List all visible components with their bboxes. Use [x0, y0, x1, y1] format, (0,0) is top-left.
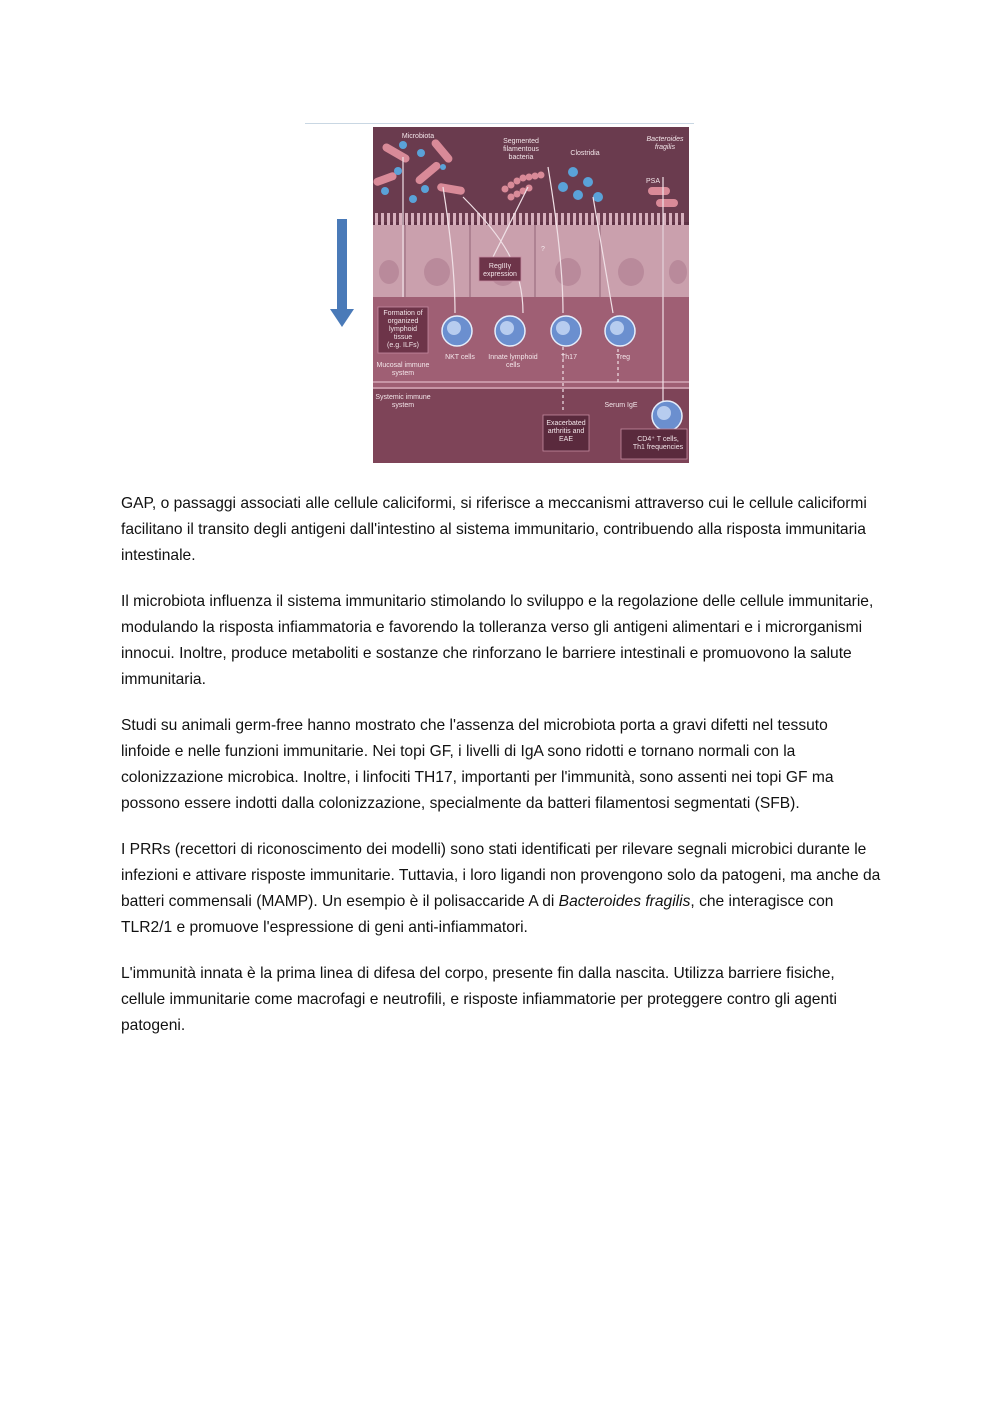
- label-mucosal-1: Mucosal immune: [376, 362, 430, 369]
- label-ilf-5: (e.g. ILFs): [387, 342, 419, 349]
- label-eae-3: EAE: [558, 436, 574, 443]
- label-mucosal-2: system: [391, 370, 415, 377]
- paragraph-prrs-part1: I PRRs (recettori di riconoscimento dei modelli) sono stati identificati per rilevare segnali microbici durante le infezioni e attivare risposte immunitarie. Tuttavia, i loro ligandi non provengono solo da patogeni, ma anche da batteri commensali (MAMP). Un esempio è il polisaccaride A di: [121, 841, 881, 910]
- down-arrow-icon: [330, 219, 354, 329]
- top-rule: [305, 123, 694, 124]
- label-regiii-1: RegIIIγ: [488, 263, 512, 270]
- label-cd4-1: CD4⁺ T cells,: [637, 436, 679, 443]
- label-bacteroides-1: Bacteroides: [646, 136, 684, 143]
- label-ilf-4: tissue: [393, 334, 413, 341]
- body-text: [121, 491, 881, 1059]
- label-nkt: NKT cells: [445, 354, 475, 361]
- paragraph-prrs: [121, 837, 881, 941]
- label-regiii-2: expression: [483, 271, 517, 278]
- label-ilf-3: lymphoid: [388, 326, 418, 333]
- label-eae-2: arthritis and: [547, 428, 585, 435]
- label-treg: Treg: [615, 354, 631, 361]
- label-microbiota: Microbiota: [401, 133, 435, 140]
- paragraph-gap: GAP, o passaggi associati alle cellule caliciformi, si riferisce a meccanismi attraverso cui le cellule caliciformi facilitano il transito degli antigeni dall'intestino al sistema immunitario, contribuendo alla risposta immunitaria intestinale.: [121, 495, 867, 564]
- label-th17: Th17: [561, 354, 577, 361]
- paragraph-prrs-part2: , che interagisce con TLR2/1 e promuove l'espressione di geni anti-infiammatori.: [121, 893, 834, 936]
- label-ilf-2: organized: [387, 318, 419, 325]
- label-bacteroides-2: fragilis: [654, 144, 676, 151]
- label-systemic-1: Systemic immune: [375, 394, 431, 401]
- label-cd4-2: Th1 frequencies: [632, 444, 684, 451]
- label-sfb-1: Segmented: [503, 138, 539, 145]
- label-psa: PSA: [645, 178, 661, 185]
- label-ilf-1: Formation of: [383, 310, 423, 317]
- label-systemic-2: system: [391, 402, 415, 409]
- label-serum-ige: Serum IgE: [604, 402, 638, 409]
- label-question: ?: [541, 246, 545, 253]
- label-sfb-2: filamentous: [503, 146, 539, 153]
- label-ilc-1: Innate lymphoid: [488, 354, 538, 361]
- paragraph-germ-free: Studi su animali germ-free hanno mostrato che l'assenza del microbiota porta a gravi difetti nel tessuto linfoide e nelle funzioni immunitarie. Nei topi GF, i livelli di IgA sono ridotti e tornano normali con la colonizzazione microbica. Inoltre, i linfociti TH17, importanti per l'immunità, sono assenti nei topi GF ma possono essere indotti dalla colonizzazione, specialmente da batteri filamentosi segmentati (SFB).: [121, 717, 834, 812]
- label-eae-1: Exacerbated: [546, 420, 586, 427]
- label-ilc-2: cells: [505, 362, 521, 369]
- paragraph-prrs-species: Bacteroides fragilis: [558, 893, 691, 910]
- microbiota-immune-figure: [373, 127, 689, 463]
- label-sfb-3: bacteria: [508, 154, 534, 161]
- paragraph-innate-immunity: L'immunità innata è la prima linea di difesa del corpo, presente fin dalla nascita. Utilizza barriere fisiche, cellule immunitarie come macrofagi e neutrofili, e risposte infiammatorie per proteggere contro gli agenti patogeni.: [121, 965, 837, 1034]
- label-clostridia: Clostridia: [570, 150, 600, 157]
- paragraph-microbiota: Il microbiota influenza il sistema immunitario stimolando lo sviluppo e la regolazione delle cellule immunitarie, modulando la risposta infiammatoria e favorendo la tolleranza verso gli antigeni alimentari e i microrganismi innocui. Inoltre, produce metaboliti e sostanze che rinforzano le barriere intestinali e promuovono la salute immunitaria.: [121, 593, 874, 688]
